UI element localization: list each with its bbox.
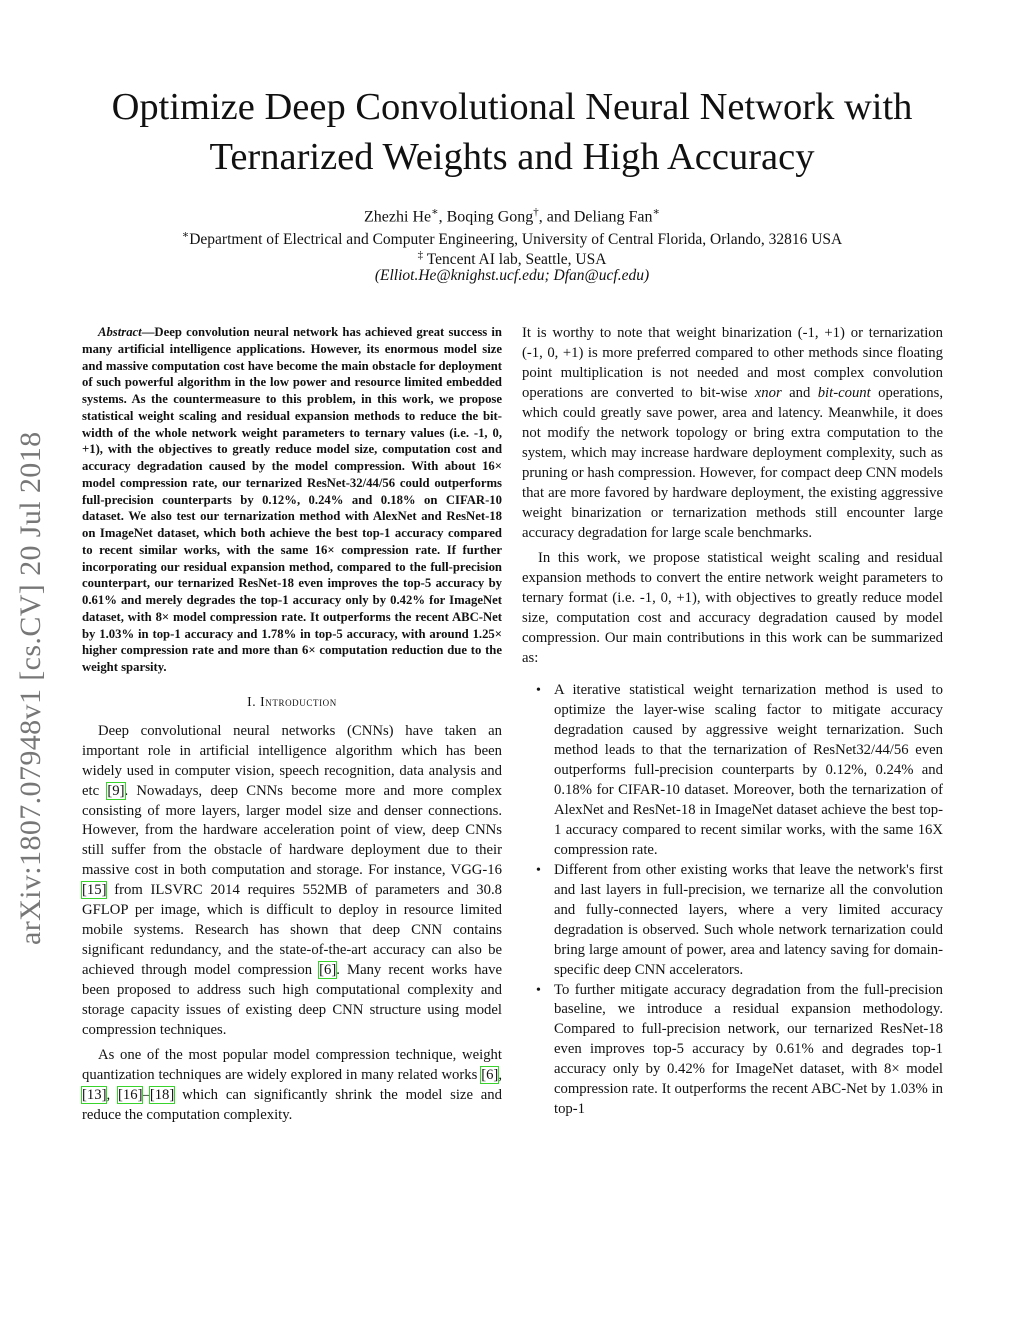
author-gong: , Boqing Gong	[438, 208, 534, 226]
intro-p2-text-a: As one of the most popular model compression technique, weight quantization techniques are widely explored in many related works	[82, 1046, 502, 1083]
abstract-label: Abstract	[98, 325, 142, 339]
bullet-icon: •	[536, 982, 541, 998]
paper-title	[60, 82, 964, 182]
intro-paragraph-1	[82, 722, 502, 1041]
right-p1-and: and	[781, 384, 818, 401]
author-fan: , and Deliang Fan	[538, 208, 653, 226]
list-item	[522, 681, 943, 861]
citation-separator: –	[142, 1086, 150, 1103]
section-number: I.	[247, 693, 261, 709]
author-he: Zhezhi He	[364, 208, 432, 226]
list-item-text: To further mitigate accuracy degradation from the full-precision baseline, we introduce a residual expansion methodology. Compared to full-precision network, our ternarized ResNet-18 even improves top-5 accuracy by 0.61% and degrades top-1 accuracy only by 0.42% for ImageNet dataset, with 8× model compression rate. It outperforms the recent ABC-Net by 1.03% in top-1	[554, 981, 943, 1118]
section-title: Introduction	[260, 693, 337, 709]
contribution-list	[522, 681, 943, 1120]
intro-p1-text-d: . Many recent works have been proposed to address such high computational complexity and storage capacity issues of existing deep CNN structure using model compression techniques.	[82, 962, 502, 1038]
affiliation-tencent-mark: ‡	[417, 249, 424, 261]
section-heading-introduction	[82, 692, 502, 712]
affiliation-ucf-mark: ∗	[181, 229, 190, 241]
affiliation-ucf-text: Department of Electrical and Computer Engineering, University of Central Florida, Orlando, 32816 USA	[189, 231, 843, 249]
right-p1-text-a: It is worthy to note that weight binarization (-1, +1) or ternarization (-1, 0, +1) is more preferred compared to other methods since floating point multiplication is not needed and most complex convolution operations are converted to bit-wise	[522, 325, 943, 401]
right-p1-text-b: operations, which could greatly save power, area and latency. Meanwhile, it does not modify the network topology or bring extra computation to the system, which may increase hardware deployment complexity, such as pruning or hash compression. However, for compact deep CNN models that are more favored by hardware deployment, the existing aggressive weight binarization or ternarization methods still encounter large accuracy degradation for large scale benchmarks.	[522, 384, 943, 541]
author-emails: (Elliot.He@knighst.ucf.edu; Dfan@ucf.edu)	[374, 267, 650, 284]
intro-p1-text-c: from ILSVRC 2014 requires 552MB of parameters and 30.8 GFLOP per image, which is difficult to deploy in resource limited mobile systems. Research has shown that deep CNN contains significant redundancy, and the state-of-the-art accuracy can also be achieved through model compression	[82, 882, 502, 979]
citation-link[interactable]: [6]	[481, 1066, 499, 1083]
citation-link[interactable]: [15]	[82, 882, 107, 899]
citation-separator: ,	[106, 1086, 118, 1103]
bullet-icon: •	[536, 862, 541, 878]
author-he-mark: ∗	[431, 206, 439, 218]
intro-paragraph-2	[82, 1046, 502, 1126]
abstract-text: —Deep convolution neural network has achieved great success in many artificial intelligence applications. However, its enormous model size and massive computation cost have become the main obstacle for deployment of such powerful algorithm in the low power and resource limited embedded systems. As the countermeasure to this problem, in this work, we propose statistical weight scaling and residual expansion methods to reduce the bit-width of the whole network weight parameters to ternary values (i.e. -1, 0, +1), with the objectives to greatly reduce model size, computation cost and accuracy degradation caused by the model compression. With about 16× model compression rate, our ternarized ResNet-32/44/56 could outperforms full-precision counterparts by 0.12%, 0.24% and 0.18% on CIFAR-10 dataset. We also test our ternarization method with AlexNet and ResNet-18 on ImageNet dataset, which both achieve the best top-1 accuracy compared to recent similar works, with the same 16× compression rate. If further incorporating our residual expansion method, compared to the full-precision counterpart, our ternarized ResNet-18 even improves the top-5 accuracy by 0.61% and merely degrades the top-1 accuracy only by 0.42% for ImageNet dataset, with 8× model compression rate. It outperforms the recent ABC-Net by 1.03% in top-1 accuracy and 1.78% in top-5 accuracy, with around 1.25× higher compression rate and more than 6× computation reduction due to the weight sparsity.	[82, 325, 502, 674]
arxiv-identifier-stamp: arXiv:1807.07948v1 [cs.CV] 20 Jul 2018	[14, 431, 47, 945]
title-line-2: Ternarized Weights and High Accuracy	[209, 136, 815, 178]
intro-p1-text-b: . Nowadays, deep CNNs become more and more complex consisting of more layers, larger model size and denser connections. However, from the hardware acceleration point of view, deep CNNs still suffer from the obstacle of hardware deployment due to their massive cost in both computation and storage. For instance, VGG-16	[82, 782, 502, 879]
list-item	[522, 981, 943, 1121]
list-item-text: Different from other existing works that leave the network's first and last layers in full-precision, we ternarize all the convolution and fully-connected layers, where a very limited accuracy degradation is observed. Such whole network ternarization could bring large amount of power, area and latency saving for domain-specific deep CNN accelerators.	[554, 861, 943, 978]
right-column	[522, 324, 943, 1120]
intro-p1-text-a: Deep convolutional neural networks (CNNs) have taken an important role in artificial intelligence algorithm which has been widely used in computer vision, speech recognition, data analysis and etc	[82, 722, 502, 799]
term-bit-count: bit-count	[817, 384, 871, 401]
citation-separator: ,	[498, 1066, 502, 1083]
term-xnor: xnor	[754, 384, 782, 401]
citation-link[interactable]: [13]	[82, 1086, 107, 1103]
bullet-icon: •	[536, 683, 541, 699]
citation-link[interactable]: [6]	[319, 962, 337, 979]
citation-link[interactable]: [18]	[149, 1086, 175, 1103]
right-paragraph-1	[522, 324, 943, 543]
abstract	[82, 324, 502, 676]
right-paragraph-2: In this work, we propose statistical weight scaling and residual expansion methods to convert the entire network weight parameters to ternary format (i.e. -1, 0, +1), with objectives to greatly reduce model size, computation cost and accuracy degradation caused by model compression. Our main contributions in this work can be summarized as:	[522, 550, 943, 667]
intro-p2-text-b: which can significantly shrink the model size and reduce the computation complexity.	[82, 1086, 502, 1123]
affiliation-tencent-text: Tencent AI lab, Seattle, USA	[423, 251, 607, 269]
title-line-1: Optimize Deep Convolutional Neural Network with	[111, 86, 913, 128]
list-item	[522, 861, 943, 981]
author-gong-mark: †	[533, 206, 539, 218]
author-list	[60, 202, 964, 227]
citation-link[interactable]: [9]	[107, 782, 125, 799]
author-fan-mark: ∗	[652, 206, 660, 218]
left-column	[82, 324, 502, 1126]
list-item-text: A iterative statistical weight ternarization method is used to optimize the layer-wise scaling factor to mitigate accuracy degradation caused by aggressive weight ternarization. Such method leads to that the ternarization of ResNet32/44/56 even outperforms full-precision counterparts by 0.12%, 0.24% and 0.18% for CIFAR-10 dataset. Moreover, both the ternarization of AlexNet and ResNet-18 in ImageNet dataset achieve the best top-1 accuracy compared to recent similar works, with the same 16X compression rate.	[554, 682, 943, 858]
citation-link[interactable]: [16]	[117, 1086, 143, 1103]
